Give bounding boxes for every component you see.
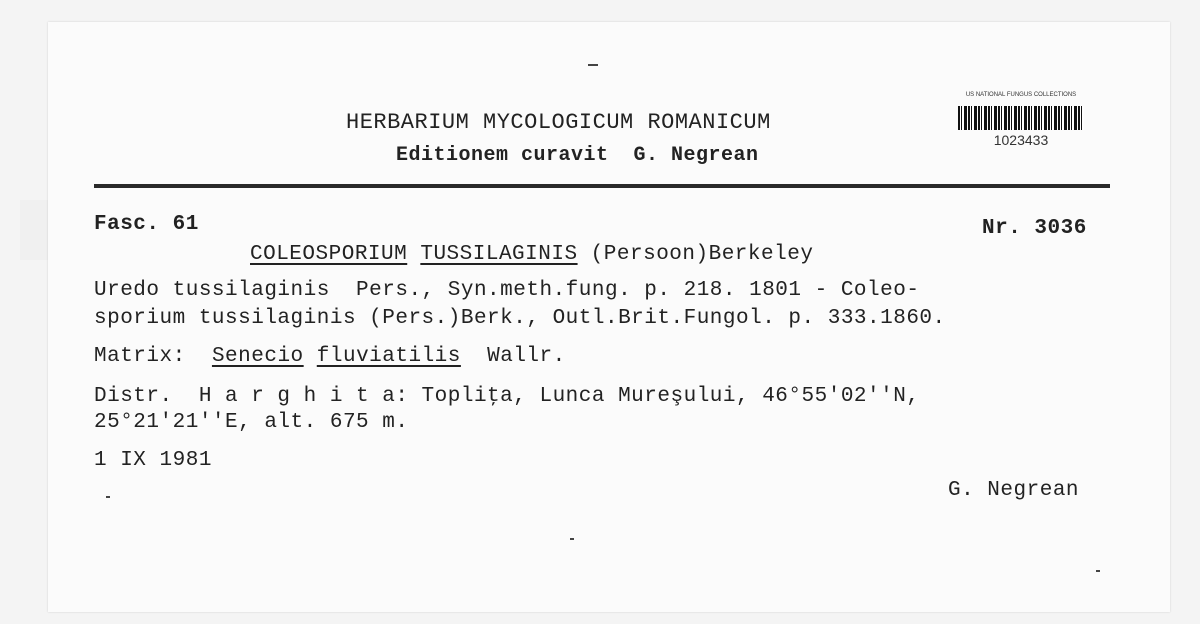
specimen-number: Nr. 3036 — [982, 217, 1087, 240]
barcode-caption: US NATIONAL FUNGUS COLLECTIONS — [965, 92, 1077, 98]
ink-dot — [1096, 570, 1100, 572]
matrix-line — [94, 346, 566, 367]
collection-date: 1 IX 1981 — [94, 449, 212, 472]
host-species: fluviatilis — [316, 345, 461, 368]
species-name: TUSSILAGINIS — [420, 243, 578, 266]
specimen-barcode — [950, 92, 1092, 162]
taxon-name — [250, 244, 813, 265]
synonymy-line-1: Uredo tussilaginis Pers., Syn.meth.fung. p. 218. 1801 - Coleo- — [94, 279, 920, 302]
ink-dot — [570, 538, 574, 540]
header-rule — [94, 184, 1110, 188]
barcode-number: 1023433 — [993, 132, 1049, 148]
collector-name: G. Negrean — [948, 479, 1080, 502]
ink-dot — [106, 496, 110, 498]
host-author: Wallr. — [487, 345, 566, 368]
distribution-line-2: 25°21'21''E, alt. 675 m. — [94, 411, 409, 434]
matrix-label: Matrix: — [94, 345, 186, 368]
paper-edge — [20, 200, 48, 260]
editor-line: Editionem curavit G. Negrean — [396, 144, 759, 167]
barcode-bars — [958, 106, 1084, 130]
ink-dot — [588, 64, 598, 66]
herbarium-title: HERBARIUM MYCOLOGICUM ROMANICUM — [346, 110, 771, 135]
genus-name: COLEOSPORIUM — [250, 243, 408, 266]
taxon-author: (Persoon)Berkeley — [577, 243, 814, 266]
distribution-line-1: Distr. H a r g h i t a: Topliţa, Lunca Mureşului, 46°55'02''N, — [94, 385, 920, 408]
host-genus: Senecio — [211, 345, 304, 368]
synonymy-line-2: sporium tussilaginis (Pers.)Berk., Outl.Brit.Fungol. p. 333.1860. — [94, 307, 946, 330]
fascicle-number: Fasc. 61 — [94, 213, 199, 236]
